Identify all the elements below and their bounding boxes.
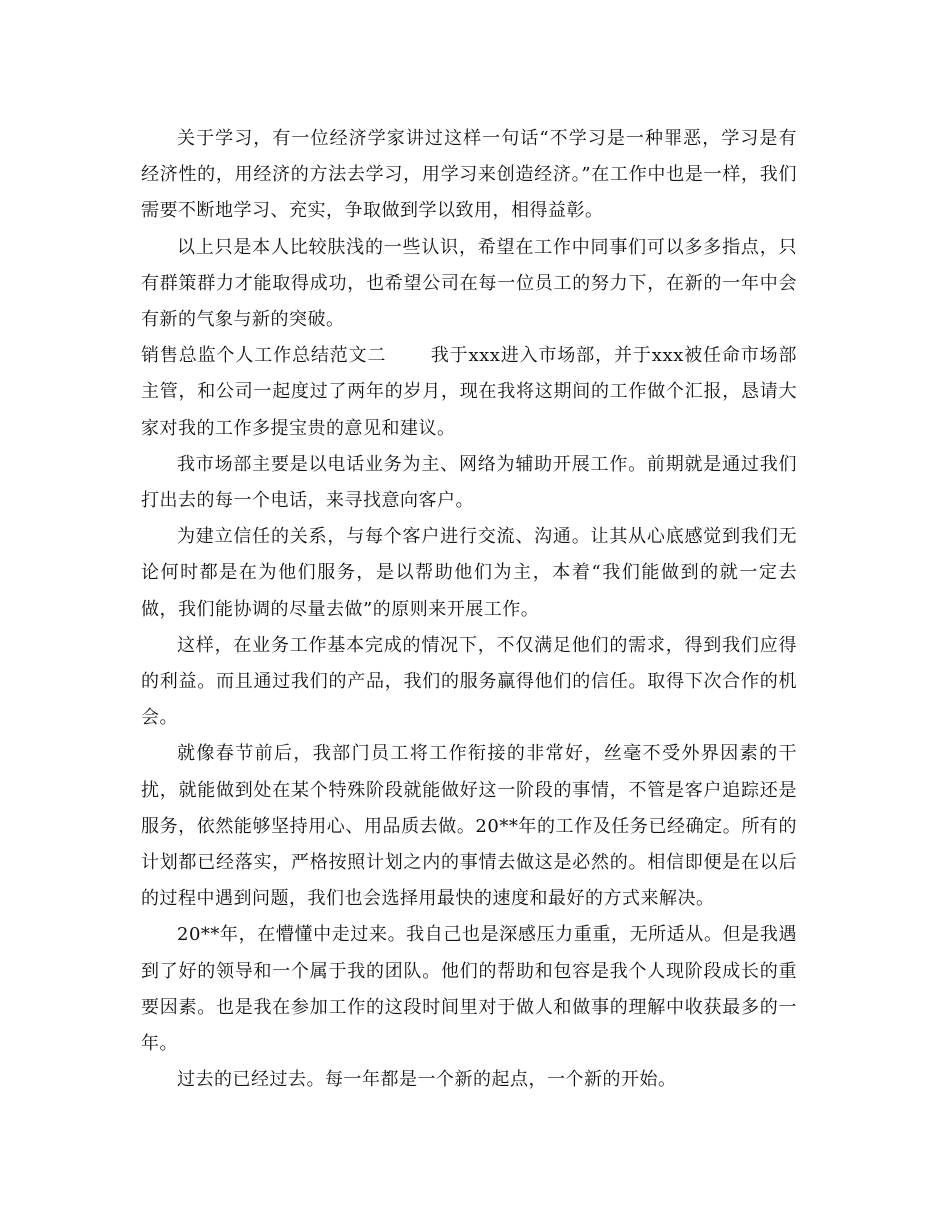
paragraph-humble-opinion: 以上只是本人比较肤浅的一些认识，希望在工作中同事们可以多多指点，只有群策群力才能取得成功，也希望公司在每一位员工的努力下，在新的一年中会有新的气象与新的突破。 <box>141 236 797 331</box>
section-heading: 销售总监个人工作总结范文二 <box>141 345 387 367</box>
paragraph-learning: 关于学习，有一位经济学家讲过这样一句话“不学习是一种罪恶，学习是有经济性的，用经济的方法去学习，用学习来创造经济。”在工作中也是一样，我们需要不断地学习、充实，争取做到学以致用，相得益彰。 <box>141 128 797 222</box>
paragraph-closing: 过去的已经过去。每一年都是一个新的起点，一个新的开始。 <box>177 1069 677 1091</box>
paragraph-year-review: 20**年，在懵懂中走过来。我自己也是深感压力重重，无所适从。但是我遇到了好的领导和一个属于我的团队。他们的帮助和包容是我个人现阶段成长的重要因素。也是我在参加工作的这段时间里对于做人和做事的理解中收获最多的一年。 <box>141 924 797 1055</box>
paragraph-business: 这样，在业务工作基本完成的情况下，不仅满足他们的需求，得到我们应得的利益。而且通过我们的产品，我们的服务赢得他们的信任。取得下次合作的机会。 <box>141 634 797 729</box>
section-paragraph <box>141 338 797 447</box>
paragraph-trust: 为建立信任的关系，与每个客户进行交流、沟通。让其从心底感觉到我们无论何时都是在为他们服务，是以帮助他们为主，本着“我们能做到的就一定去做，我们能协调的尽量去做”的原则来开展工作。 <box>141 526 797 620</box>
paragraph-market: 我市场部主要是以电话业务为主、网络为辅助开展工作。前期就是通过我们打出去的每一个电话，来寻找意向客户。 <box>141 453 797 512</box>
paragraph-spring-festival: 就像春节前后，我部门员工将工作衔接的非常好，丝毫不受外界因素的干扰，就能做到处在某个特殊阶段就能做好这一阶段的事情，不管是客户追踪还是服务，依然能够坚持用心、用品质去做。20**年的工作及任务已经确定。所有的计划都已经落实，严格按照计划之内的事情去做这是必然的。相信即便是在以后的过程中遇到问题，我们也会选择用最快的速度和最好的方式来解决。 <box>141 743 797 910</box>
section-intro: 我于xxx进入市场部，并于xxx被任命市场部主管，和公司一起度过了两年的岁月，现在我将这期间的工作做个汇报，恳请大家对我的工作多提宝贵的意见和建议。 <box>141 345 797 439</box>
document-body <box>141 121 797 1098</box>
